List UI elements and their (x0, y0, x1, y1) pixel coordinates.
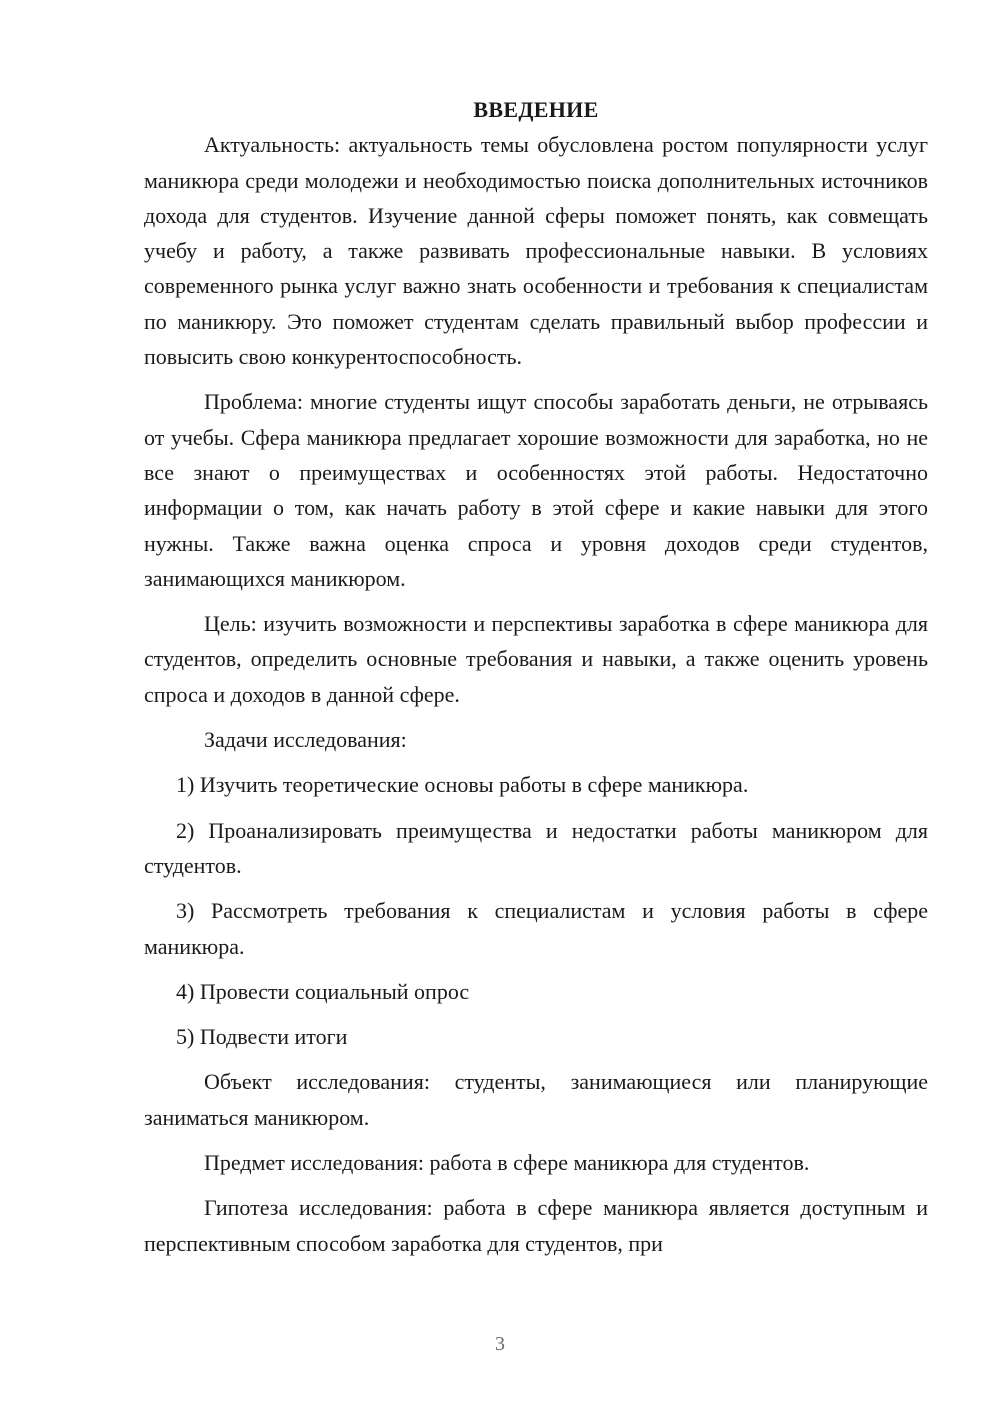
paragraph-hypothesis: Гипотеза исследования: работа в сфере маникюра является доступным и перспективным способом заработка для студентов, при (144, 1195, 928, 1256)
task-item-4: 4) Провести социальный опрос (176, 978, 470, 1004)
paragraph-goal: Цель: изучить возможности и перспективы заработка в сфере маникюра для студентов, определить основные требования и навыки, а также оценить уровень спроса и доходов в данной сфере. (144, 611, 928, 707)
paragraph-subject: Предмет исследования: работа в сфере маникюра для студентов. (204, 1150, 810, 1176)
task-item-3: 3) Рассмотреть требования к специалистам и условия работы в сфере маникюра. (144, 898, 928, 959)
tasks-title: Задачи исследования: (204, 727, 407, 753)
section-heading: ВВЕДЕНИЕ (473, 97, 599, 122)
paragraph-problem: Проблема: многие студенты ищут способы заработать деньги, не отрываясь от учебы. Сфера маникюра предлагает хорошие возможности для заработка, но не все знают о преимуществах и особенностях этой работы. Недостаточно информации о том, как начать работу в этой сфере и какие навыки для этого нужны. Также важна оценка спроса и уровня доходов среди студентов, занимающихся маникюром. (144, 389, 928, 591)
task-item-1: 1) Изучить теоретические основы работы в сфере маникюра. (176, 772, 749, 798)
paragraph-relevance: Актуальность: актуальность темы обусловлена ростом популярности услуг маникюра среди молодежи и необходимостью поиска дополнительных источников дохода для студентов. Изучение данной сферы поможет понять, как совмещать учебу и работу, а также развивать профессиональные навыки. В условиях современного рынка услуг важно знать особенности и требования к специалистам по маникюру. Это поможет студентам сделать правильный выбор профессии и повысить свою конкурентоспособность. (144, 132, 928, 370)
page-number: 3 (495, 1333, 505, 1355)
task-item-5: 5) Подвести итоги (176, 1024, 348, 1050)
task-item-2: 2) Проанализировать преимущества и недостатки работы маникюром для студентов. (144, 817, 928, 878)
paragraph-object: Объект исследования: студенты, занимающиеся или планирующие заниматься маникюром. (144, 1069, 928, 1130)
document-body (144, 92, 928, 1261)
